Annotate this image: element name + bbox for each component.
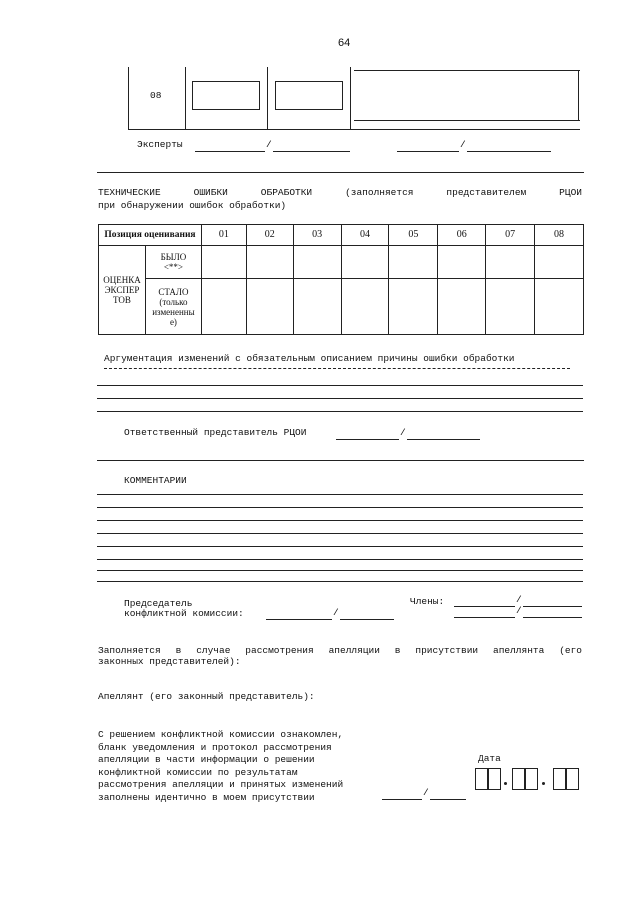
argumentation-line[interactable] bbox=[97, 398, 583, 399]
appellant-label: Апеллянт (его законный представитель): bbox=[98, 691, 315, 702]
expert1-signature-field[interactable] bbox=[195, 151, 265, 152]
block-bottom-border bbox=[128, 129, 580, 130]
comments-label: КОММЕНТАРИИ bbox=[124, 475, 187, 486]
score-input-box[interactable] bbox=[192, 81, 260, 110]
argumentation-line[interactable] bbox=[97, 385, 583, 386]
chairman-commission-label: конфликтной комиссии: bbox=[124, 608, 244, 619]
argumentation-dashed-line bbox=[104, 368, 570, 369]
comment-line[interactable] bbox=[97, 546, 583, 547]
position-06: 06 bbox=[438, 225, 486, 246]
block-left-border bbox=[128, 67, 129, 130]
member1-name-field[interactable] bbox=[523, 606, 582, 607]
position-08: 08 bbox=[535, 225, 584, 246]
was-row bbox=[99, 246, 584, 279]
became-cell-06[interactable] bbox=[438, 279, 486, 335]
tech-errors-heading: ТЕХНИЧЕСКИЕ ОШИБКИ ОБРАБОТКИ (заполняется представителем РЦОИ bbox=[98, 187, 582, 198]
date-year-digit-2[interactable] bbox=[566, 768, 579, 790]
chairman-label: Председатель bbox=[124, 598, 193, 609]
date-day-digit-1[interactable] bbox=[475, 768, 488, 790]
comment-line[interactable] bbox=[97, 507, 583, 508]
date-separator-dot bbox=[504, 782, 507, 785]
slash: / bbox=[266, 139, 272, 150]
comment-line[interactable] bbox=[97, 581, 583, 582]
expert2-name-field[interactable] bbox=[467, 151, 551, 152]
date-label: Дата bbox=[478, 753, 501, 764]
was-label-line: БЫЛО bbox=[160, 252, 187, 262]
comment-line[interactable] bbox=[97, 533, 583, 534]
became-cell-08[interactable] bbox=[535, 279, 584, 335]
score-input-box[interactable] bbox=[275, 81, 343, 110]
was-cell-03[interactable] bbox=[293, 246, 341, 279]
block-right-border bbox=[578, 70, 579, 120]
was-label-line: <**> bbox=[163, 262, 184, 272]
date-day-digit-2[interactable] bbox=[488, 768, 501, 790]
comment-line[interactable] bbox=[97, 570, 583, 571]
acknowledgement-line: апелляции в части информации о решении bbox=[98, 754, 315, 766]
position-05: 05 bbox=[389, 225, 438, 246]
row-code: 08 bbox=[150, 90, 162, 101]
became-cell-01[interactable] bbox=[201, 279, 246, 335]
acknowledgement-line: рассмотрения апелляции и принятых изменений bbox=[98, 779, 344, 791]
comment-line[interactable] bbox=[97, 520, 583, 521]
responsible-signature-field[interactable] bbox=[336, 439, 399, 440]
table-header-row bbox=[99, 225, 584, 246]
acknowledgement-line: заполнены идентично в моем присутствии bbox=[98, 791, 315, 803]
member2-signature-field[interactable] bbox=[454, 617, 515, 618]
responsible-name-field[interactable] bbox=[407, 439, 480, 440]
became-label-line: измененны bbox=[152, 306, 195, 317]
section-divider bbox=[97, 460, 584, 461]
members-label: Члены: bbox=[410, 596, 445, 607]
became-row bbox=[99, 279, 584, 335]
became-label bbox=[145, 279, 201, 335]
block-divider bbox=[185, 67, 186, 130]
became-cell-05[interactable] bbox=[389, 279, 438, 335]
slash: / bbox=[333, 607, 339, 618]
responsible-label: Ответственный представитель РЦОИ bbox=[124, 427, 307, 438]
acknowledgement-line: С решением конфликтной комиссии ознакомлен, bbox=[98, 729, 344, 740]
was-cell-01[interactable] bbox=[201, 246, 246, 279]
expert2-signature-field[interactable] bbox=[397, 151, 459, 152]
date-month-digit-1[interactable] bbox=[512, 768, 525, 790]
member1-signature-field[interactable] bbox=[454, 606, 515, 607]
appellant-presence-text: Заполняется в случае рассмотрения апелляции в присутствии апеллянта (его bbox=[98, 645, 582, 656]
slash: / bbox=[400, 427, 406, 438]
slash: / bbox=[423, 787, 429, 798]
position-04: 04 bbox=[341, 225, 389, 246]
argumentation-label: Аргументация изменений с обязательным описанием причины ошибки обработки bbox=[104, 353, 515, 364]
appellant-name-field[interactable] bbox=[430, 799, 466, 800]
date-separator-dot bbox=[542, 782, 545, 785]
comment-line[interactable] bbox=[97, 559, 583, 560]
was-label bbox=[145, 246, 201, 279]
acknowledgement-line: конфликтной комиссии по результатам bbox=[98, 766, 298, 778]
slash: / bbox=[516, 605, 522, 616]
block-inner-line bbox=[354, 120, 580, 121]
was-cell-05[interactable] bbox=[389, 246, 438, 279]
position-02: 02 bbox=[246, 225, 293, 246]
was-cell-08[interactable] bbox=[535, 246, 584, 279]
page-number: 64 bbox=[338, 37, 351, 49]
block-inner-line bbox=[354, 70, 580, 71]
position-03: 03 bbox=[293, 225, 341, 246]
experts-label: Эксперты bbox=[137, 139, 183, 150]
chairman-signature-field[interactable] bbox=[266, 619, 332, 620]
became-cell-04[interactable] bbox=[341, 279, 389, 335]
was-cell-06[interactable] bbox=[438, 246, 486, 279]
tech-errors-table bbox=[98, 224, 584, 335]
was-cell-02[interactable] bbox=[246, 246, 293, 279]
appellant-signature-field[interactable] bbox=[382, 799, 422, 800]
position-07: 07 bbox=[486, 225, 535, 246]
group-label-line: ТОВ bbox=[113, 295, 131, 305]
became-cell-03[interactable] bbox=[293, 279, 341, 335]
member2-name-field[interactable] bbox=[523, 617, 582, 618]
slash: / bbox=[516, 594, 522, 605]
comment-line[interactable] bbox=[97, 494, 583, 495]
block-divider bbox=[350, 67, 351, 130]
became-cell-07[interactable] bbox=[486, 279, 535, 335]
tech-errors-subheading: при обнаружении ошибок обработки) bbox=[98, 200, 287, 211]
slash: / bbox=[460, 139, 466, 150]
position-01: 01 bbox=[201, 225, 246, 246]
expert-score-group-label bbox=[99, 246, 146, 335]
was-cell-07[interactable] bbox=[486, 246, 535, 279]
argumentation-line[interactable] bbox=[97, 411, 583, 412]
became-label-line: е) bbox=[169, 316, 177, 327]
chairman-name-field[interactable] bbox=[340, 619, 394, 620]
expert1-name-field[interactable] bbox=[273, 151, 350, 152]
date-year-digit-1[interactable] bbox=[553, 768, 566, 790]
acknowledgement-text bbox=[98, 729, 343, 805]
became-label-line: СТАЛО bbox=[158, 286, 189, 297]
group-label-line: ЭКСПЕР bbox=[104, 285, 140, 295]
date-month-digit-2[interactable] bbox=[525, 768, 538, 790]
was-cell-04[interactable] bbox=[341, 246, 389, 279]
acknowledgement-line: бланк уведомления и протокол рассмотрения bbox=[98, 741, 332, 753]
section-divider bbox=[97, 172, 584, 173]
group-label-line: ОЦЕНКА bbox=[103, 275, 141, 285]
position-header: Позиция оценивания bbox=[99, 225, 202, 246]
appellant-presence-text-cont: законных представителей): bbox=[98, 656, 241, 667]
block-divider bbox=[267, 67, 268, 130]
became-label-line: (только bbox=[159, 296, 188, 307]
became-cell-02[interactable] bbox=[246, 279, 293, 335]
